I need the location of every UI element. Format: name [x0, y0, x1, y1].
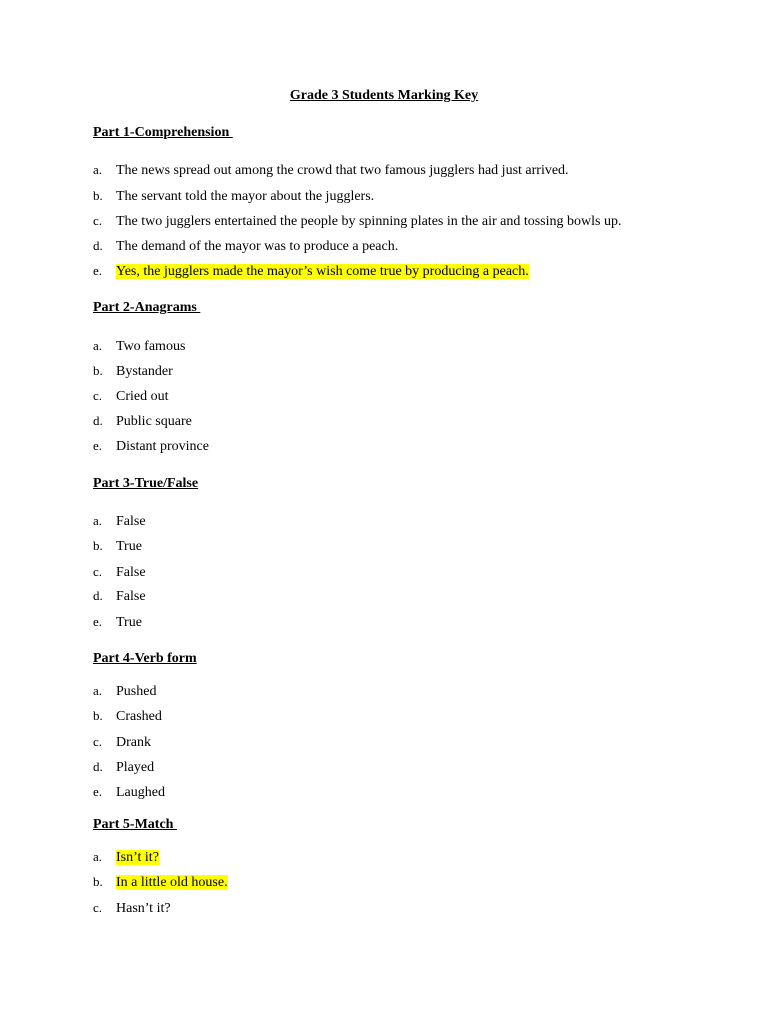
list-item [93, 682, 156, 701]
list-item [93, 587, 146, 606]
section-heading-part-3: Part 3-True/False [93, 476, 199, 491]
list-item-text: Laughed [116, 785, 165, 800]
section-heading-part-1: Part 1-Comprehension [93, 125, 233, 140]
section-heading-part-5: Part 5-Match [93, 817, 177, 832]
list-marker: e. [93, 614, 103, 629]
list-item-text: False [116, 565, 146, 580]
list-item [93, 512, 146, 531]
list-marker: d. [93, 413, 103, 428]
list-marker: d. [93, 759, 103, 774]
list-item [93, 387, 169, 406]
list-marker: c. [93, 564, 103, 579]
list-item-text: Drank [116, 735, 151, 750]
list-item-text: Played [116, 760, 155, 775]
list-item [93, 707, 162, 726]
highlighted-answer-text: In a little old house. [116, 875, 228, 890]
list-item [93, 873, 228, 892]
list-marker: b. [93, 874, 103, 889]
list-item-text: The two jugglers entertained the people by spinning plates in the air and tossing bowls up. [116, 214, 622, 229]
list-item-text: True [116, 539, 142, 554]
list-item-text: Bystander [116, 364, 173, 379]
list-item-text: Pushed [116, 684, 157, 699]
list-marker: d. [93, 588, 103, 603]
list-marker: b. [93, 363, 103, 378]
highlighted-answer-text: Yes, the jugglers made the mayor’s wish come true by producing a peach. [116, 264, 529, 279]
list-item-text: Crashed [116, 709, 162, 724]
list-item-text: The servant told the mayor about the jugglers. [116, 189, 375, 204]
list-item-text: Hasn’t it? [116, 901, 171, 916]
list-marker: c. [93, 213, 103, 228]
list-marker: c. [93, 900, 103, 915]
list-item [93, 437, 209, 456]
list-item-text: The demand of the mayor was to produce a peach. [116, 239, 399, 254]
list-item-text: Cried out [116, 389, 169, 404]
list-item-text: True [116, 615, 142, 630]
list-item [93, 412, 192, 431]
list-marker: a. [93, 338, 103, 353]
list-item [93, 237, 398, 256]
list-marker: b. [93, 538, 103, 553]
list-item [93, 262, 529, 281]
list-item [93, 783, 165, 802]
list-marker: a. [93, 162, 103, 177]
list-item [93, 613, 142, 632]
list-item [93, 563, 146, 582]
list-item [93, 362, 173, 381]
list-item [93, 758, 154, 777]
list-item [93, 733, 151, 752]
list-marker: d. [93, 238, 103, 253]
document-title: Grade 3 Students Marking Key [289, 88, 479, 103]
list-item [93, 187, 374, 206]
list-marker: c. [93, 734, 103, 749]
list-marker: c. [93, 388, 103, 403]
list-item [93, 848, 159, 867]
list-item-text: False [116, 514, 146, 529]
section-heading-part-2: Part 2-Anagrams [93, 300, 201, 315]
list-marker: a. [93, 683, 103, 698]
list-item-text: Two famous [116, 339, 186, 354]
list-item-text: False [116, 589, 146, 604]
list-marker: a. [93, 849, 103, 864]
list-item-text: Public square [116, 414, 192, 429]
list-item-text: The news spread out among the crowd that two famous jugglers had just arrived. [116, 163, 569, 178]
list-item [93, 899, 171, 918]
list-marker: b. [93, 708, 103, 723]
list-item [93, 337, 185, 356]
list-marker: e. [93, 784, 103, 799]
list-item [93, 537, 142, 556]
list-marker: e. [93, 438, 103, 453]
list-item-text: Distant province [116, 439, 209, 454]
highlighted-answer-text: Isn’t it? [116, 850, 159, 865]
list-marker: a. [93, 513, 103, 528]
list-item [93, 161, 569, 180]
section-heading-part-4: Part 4-Verb form [93, 651, 197, 666]
list-marker: b. [93, 188, 103, 203]
list-marker: e. [93, 263, 103, 278]
list-item [93, 212, 621, 231]
